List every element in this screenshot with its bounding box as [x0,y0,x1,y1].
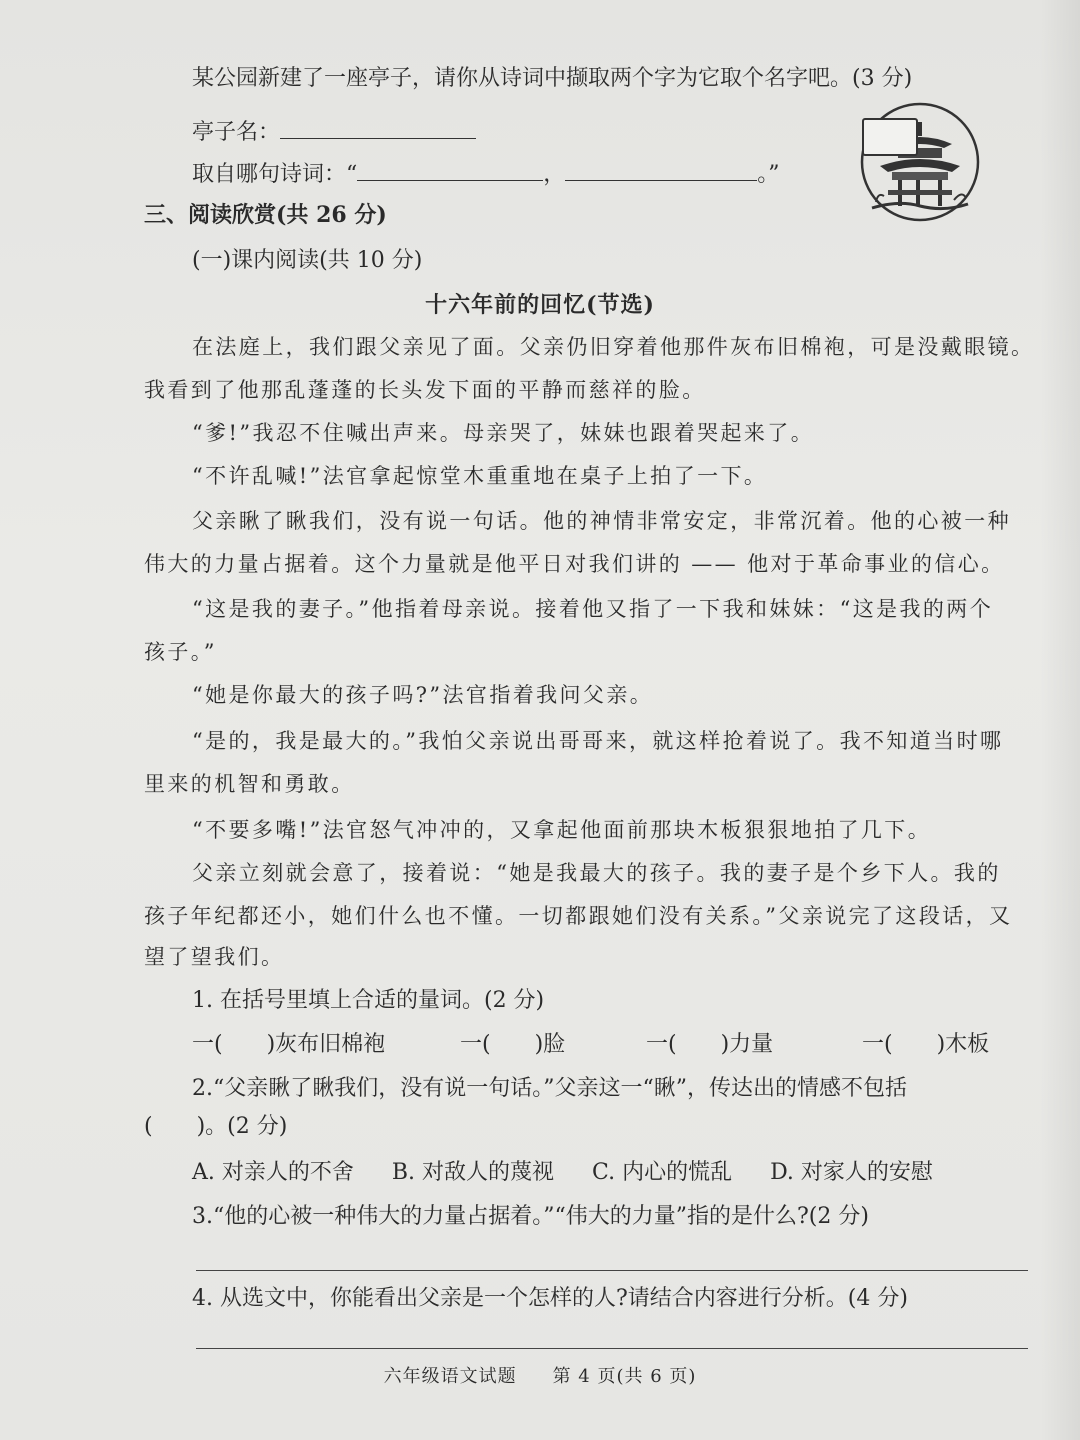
pavilion-source-blank-2[interactable] [565,158,757,181]
pavilion-source-row [192,158,812,190]
page-footer [0,1362,1080,1388]
passage-line: 孩子年纪都还小，她们什么也不懂。一切都跟她们没有关系。”父亲说完了这段话，又 [144,904,1013,928]
question-3-answer-line[interactable] [196,1270,1028,1271]
footer-subject: 六年级语文试题 [383,1366,517,1387]
question-1-item[interactable]: 一( )木板 [862,1032,990,1057]
passage-line: 父亲立刻就会意了，接着说：“她是我最大的孩子。我的妻子是个乡下人。我的 [192,861,1001,885]
passage-line: 里来的机智和勇敢。 [144,772,355,796]
pavilion-source-end: 。” [757,162,780,187]
passage-line: “是的，我是最大的。”我怕父亲说出哥哥来，就这样抢着说了。我不知道当时哪 [192,729,1004,753]
question-1-item[interactable]: 一( )脸 [460,1032,566,1057]
passage-line: 伟大的力量占据着。这个力量就是他平日对我们讲的 —— 他对于革命事业的信心。 [144,552,1005,576]
passage-line: “她是你最大的孩子吗?”法官指着我问父亲。 [192,683,654,707]
choice-d[interactable]: D. 对家人的安慰 [770,1160,933,1185]
question-2-prompt-cont[interactable]: ( )。(2 分) [144,1114,288,1139]
pavilion-source-comma: ， [543,162,566,187]
choice-b[interactable]: B. 对敌人的蔑视 [391,1160,555,1185]
question-2-choices [192,1158,1052,1188]
passage-line: 孩子。” [144,640,217,664]
passage-line: “不许乱喊!”法官拿起惊堂木重重地在桌子上拍了一下。 [192,464,768,488]
passage-line: 望了望我们。 [144,945,285,969]
question-4-prompt: 4. 从选文中，你能看出父亲是一个怎样的人?请结合内容进行分析。(4 分) [192,1286,908,1311]
pavilion-name-row [192,116,792,148]
choice-c[interactable]: C. 内心的慌乱 [592,1160,733,1185]
passage-line: 我看到了他那乱蓬蓬的长头发下面的平静而慈祥的脸。 [144,378,706,402]
passage-line: 父亲瞅了瞅我们，没有说一句话。他的神情非常安定，非常沉着。他的心被一种 [192,509,1011,533]
passage-line: 在法庭上，我们跟父亲见了面。父亲仍旧穿着他那件灰布旧棉袍，可是没戴眼镜。 [192,335,1035,359]
question-1-item[interactable]: 一( )力量 [646,1032,774,1057]
passage-line: “这是我的妻子。”他指着母亲说。接着他又指了一下我和妹妹：“这是我的两个 [192,597,994,621]
question-1-prompt: 1. 在括号里填上合适的量词。(2 分) [192,988,545,1013]
footer-page-number: 第 4 页(共 6 页) [552,1366,697,1387]
subsection-heading: (一)课内阅读(共 10 分) [192,248,423,273]
pavilion-question-prompt: 某公园新建了一座亭子，请你从诗词中撷取两个字为它取个名字吧。(3 分) [192,66,913,91]
pavilion-name-label: 亭子名： [192,120,281,145]
section-heading: 三、阅读欣赏(共 26 分) [144,202,387,228]
choice-a[interactable]: A. 对亲人的不舍 [192,1160,354,1185]
pavilion-name-blank[interactable] [280,116,476,139]
passage-line: “爹!”我忍不住喊出声来。母亲哭了，妹妹也跟着哭起来了。 [192,421,815,445]
question-3-prompt: 3.“他的心被一种伟大的力量占据着。”“伟大的力量”指的是什么?(2 分) [192,1204,869,1229]
question-1-item[interactable]: 一( )灰布旧棉袍 [192,1032,386,1057]
question-2-prompt: 2.“父亲瞅了瞅我们，没有说一句话。”父亲这一“瞅”，传达出的情感不包括 [192,1076,907,1101]
passage-title: 十六年前的回忆(节选) [425,292,655,318]
question-4-answer-line[interactable] [196,1348,1028,1349]
pavilion-source-blank-1[interactable] [357,158,543,181]
pavilion-source-label: 取自哪句诗词：“ [192,162,358,187]
passage-line: “不要多嘴!”法官怒气冲冲的，又拿起他面前那块木板狠狠地拍了几下。 [192,818,932,842]
pavilion-name-box[interactable] [862,118,918,156]
